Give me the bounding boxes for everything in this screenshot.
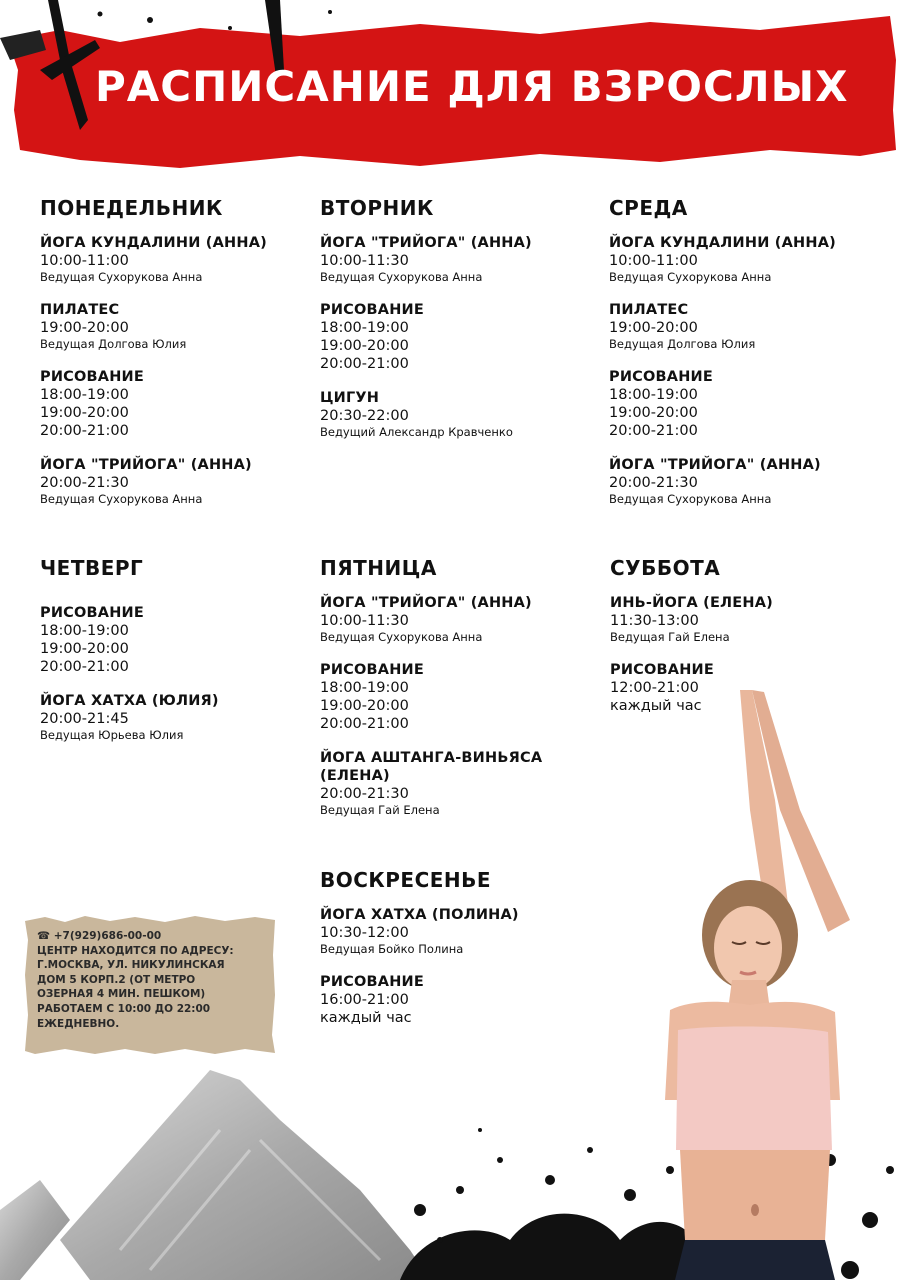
class-time: 20:00-21:00 xyxy=(320,716,409,732)
class-name: РИСОВАНИЕ xyxy=(609,369,713,385)
class-item xyxy=(40,692,310,743)
class-time: 19:00-20:00 xyxy=(40,405,129,421)
class-time: каждый час xyxy=(610,698,702,714)
class-name: РИСОВАНИЕ xyxy=(320,302,424,318)
info-line: ЦЕНТР НАХОДИТСЯ ПО АДРЕСУ: xyxy=(37,944,234,957)
class-time: 18:00-19:00 xyxy=(609,387,698,403)
class-name: ПИЛАТЕС xyxy=(40,302,120,318)
class-item xyxy=(40,456,310,507)
class-time: 18:00-19:00 xyxy=(40,387,129,403)
class-item xyxy=(610,594,880,645)
class-time: 10:00-11:00 xyxy=(40,253,129,269)
day-title: СРЕДА xyxy=(609,196,688,220)
info-line: РАБОТАЕМ С 10:00 ДО 22:00 xyxy=(37,1002,211,1015)
class-name: РИСОВАНИЕ xyxy=(610,662,714,678)
class-time: 19:00-20:00 xyxy=(40,320,129,336)
class-host: Ведущий Александр Кравченко xyxy=(320,425,513,439)
class-time: 20:00-21:00 xyxy=(609,423,698,439)
class-item xyxy=(320,973,590,1027)
class-time: 19:00-20:00 xyxy=(320,338,409,354)
day-title: ВОСКРЕСЕНЬЕ xyxy=(320,868,492,892)
class-item xyxy=(320,661,590,733)
class-time: 19:00-20:00 xyxy=(609,405,698,421)
class-time: 18:00-19:00 xyxy=(320,680,409,696)
class-item xyxy=(320,301,590,373)
info-line: ДОМ 5 КОРП.2 (ОТ МЕТРО xyxy=(37,973,196,986)
class-time: 20:00-21:00 xyxy=(320,356,409,372)
class-name: ЙОГА ХАТХА (ЮЛИЯ) xyxy=(40,693,219,709)
class-host: Ведущая Сухорукова Анна xyxy=(40,492,203,506)
class-name: ЙОГА "ТРИЙОГА" (АННА) xyxy=(320,595,532,611)
yoga-woman-illustration xyxy=(640,680,905,1280)
info-line: Г.МОСКВА, УЛ. НИКУЛИНСКАЯ xyxy=(37,959,225,972)
class-time: 20:00-21:00 xyxy=(40,423,129,439)
info-line: ЕЖЕДНЕВНО. xyxy=(37,1017,120,1030)
class-time: 10:00-11:30 xyxy=(320,613,409,629)
class-item xyxy=(609,456,879,507)
class-time: 10:00-11:30 xyxy=(320,253,409,269)
class-time: 20:00-21:30 xyxy=(320,786,409,802)
class-host: Ведущая Сухорукова Анна xyxy=(40,270,203,284)
day-title: ВТОРНИК xyxy=(320,196,434,220)
class-time: 20:00-21:45 xyxy=(40,711,129,727)
class-host: Ведущая Сухорукова Анна xyxy=(320,630,483,644)
class-time: 19:00-20:00 xyxy=(40,641,129,657)
class-time: 10:00-11:00 xyxy=(609,253,698,269)
class-name: ЙОГА ХАТХА (ПОЛИНА) xyxy=(320,907,519,923)
class-host: Ведущая Сухорукова Анна xyxy=(320,270,483,284)
class-host: Ведущая Сухорукова Анна xyxy=(609,270,772,284)
class-time: 20:00-21:30 xyxy=(609,475,698,491)
day-thursday xyxy=(40,556,310,759)
class-host: Ведущая Юрьева Юлия xyxy=(40,728,184,742)
class-name: ПИЛАТЕС xyxy=(609,302,689,318)
day-monday xyxy=(40,196,310,523)
class-time: 19:00-20:00 xyxy=(609,320,698,336)
class-time: 20:00-21:30 xyxy=(40,475,129,491)
class-item xyxy=(40,301,310,352)
class-item xyxy=(40,368,310,440)
class-host: Ведущая Бойко Полина xyxy=(320,942,464,956)
day-wednesday xyxy=(609,196,879,523)
class-item xyxy=(40,604,310,676)
class-item xyxy=(609,301,879,352)
day-title: ЧЕТВЕРГ xyxy=(40,556,144,580)
page-title: РАСПИСАНИЕ ДЛЯ ВЗРОСЛЫХ xyxy=(95,62,849,111)
class-item xyxy=(609,234,879,285)
class-host: Ведущая Долгова Юлия xyxy=(40,337,187,351)
class-name: РИСОВАНИЕ xyxy=(320,974,424,990)
class-time: каждый час xyxy=(320,1010,412,1026)
class-item xyxy=(320,234,590,285)
class-host: Ведущая Гай Елена xyxy=(320,803,440,817)
class-name: ЙОГА КУНДАЛИНИ (АННА) xyxy=(40,235,267,251)
class-item xyxy=(320,594,590,645)
class-time: 11:30-13:00 xyxy=(610,613,699,629)
class-name: ИНЬ-ЙОГА (ЕЛЕНА) xyxy=(610,595,773,611)
class-host: Ведущая Сухорукова Анна xyxy=(609,492,772,506)
class-host: Ведущая Долгова Юлия xyxy=(609,337,756,351)
class-host: Ведущая Гай Елена xyxy=(610,630,730,644)
class-time: 16:00-21:00 xyxy=(320,992,409,1008)
class-name: ЙОГА "ТРИЙОГА" (АННА) xyxy=(609,457,821,473)
day-tuesday xyxy=(320,196,590,456)
class-item xyxy=(609,368,879,440)
class-name: РИСОВАНИЕ xyxy=(40,369,144,385)
phone-number: ☎ +7(929)686-00-00 xyxy=(37,930,162,942)
day-title: ПОНЕДЕЛЬНИК xyxy=(40,196,223,220)
class-name: ЙОГА КУНДАЛИНИ (АННА) xyxy=(609,235,836,251)
class-name: ЙОГА АШТАНГА-ВИНЬЯСА (ЕЛЕНА) xyxy=(320,750,543,784)
class-name: ЙОГА "ТРИЙОГА" (АННА) xyxy=(40,457,252,473)
day-title: СУББОТА xyxy=(610,556,721,580)
class-time: 12:00-21:00 xyxy=(610,680,699,696)
class-item xyxy=(40,234,310,285)
class-name: ЦИГУН xyxy=(320,390,380,406)
class-item xyxy=(320,389,590,440)
class-name: РИСОВАНИЕ xyxy=(320,662,424,678)
day-friday xyxy=(320,556,590,834)
class-time: 19:00-20:00 xyxy=(320,698,409,714)
class-item xyxy=(320,749,590,818)
class-time: 18:00-19:00 xyxy=(320,320,409,336)
info-note xyxy=(37,929,277,1031)
day-title: ПЯТНИЦА xyxy=(320,556,437,580)
day-sunday xyxy=(320,868,590,1043)
class-time: 18:00-19:00 xyxy=(40,623,129,639)
class-name: ЙОГА "ТРИЙОГА" (АННА) xyxy=(320,235,532,251)
class-time: 20:00-21:00 xyxy=(40,659,129,675)
class-time: 20:30-22:00 xyxy=(320,408,409,424)
class-item xyxy=(320,906,590,957)
class-name: РИСОВАНИЕ xyxy=(40,605,144,621)
info-line: ОЗЕРНАЯ 4 МИН. ПЕШКОМ) xyxy=(37,988,206,1001)
class-time: 10:30-12:00 xyxy=(320,925,409,941)
